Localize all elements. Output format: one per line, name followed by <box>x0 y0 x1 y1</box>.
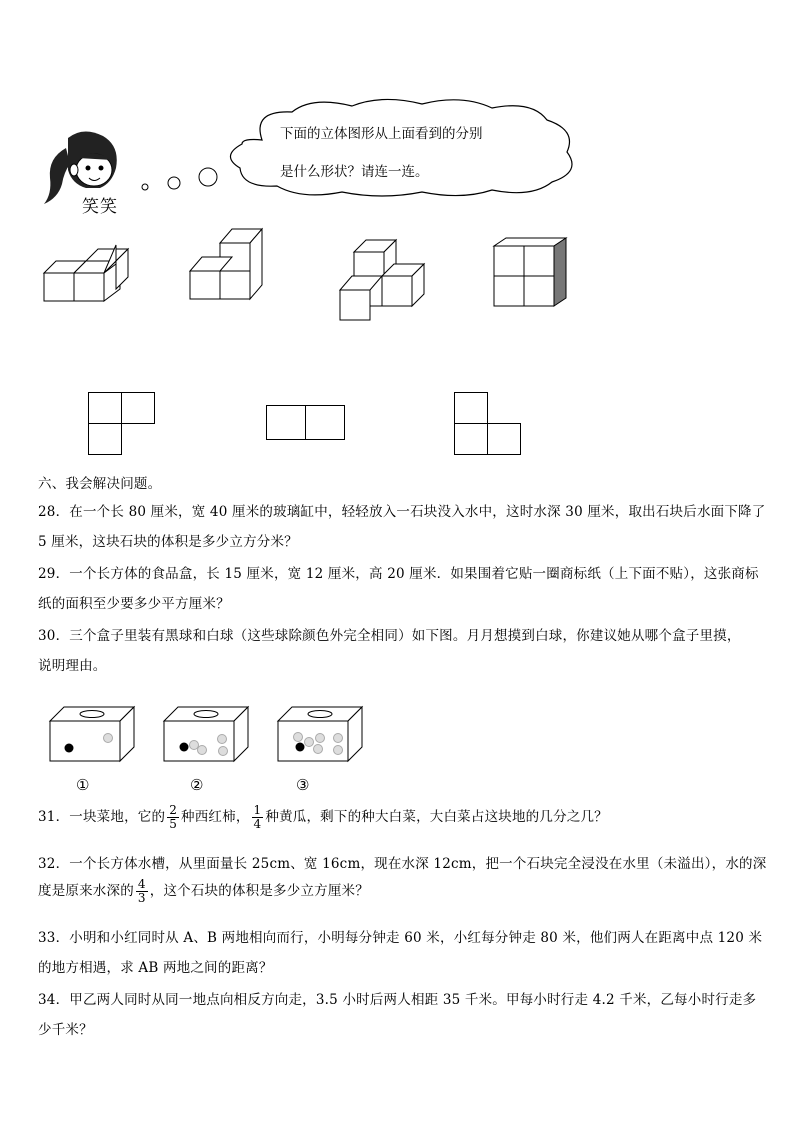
ball-box-3 <box>276 705 366 765</box>
q28-line2: 5 厘米，这块石块的体积是多少立方分米？ <box>38 534 298 550</box>
fraction-denominator: 5 <box>169 817 178 831</box>
ball-box-2 <box>162 705 252 765</box>
fraction-4-3 <box>136 878 148 905</box>
speech-cloud <box>222 100 582 198</box>
q32-post2: ，这个石块的体积是多少立方厘米？ <box>149 883 369 899</box>
fraction-denominator: 4 <box>253 817 262 831</box>
box-label-1: ① <box>76 776 90 794</box>
q34-line2: 少千米？ <box>38 1022 93 1038</box>
thought-bubbles <box>138 165 228 195</box>
cube-figure-2 <box>186 225 276 305</box>
q30-line2: 说明理由。 <box>38 658 107 674</box>
fraction-2-5 <box>167 804 179 831</box>
fraction-denominator: 3 <box>137 891 146 905</box>
ball-box-1 <box>48 705 138 765</box>
top-view-shape-2 <box>266 405 348 445</box>
q31-line <box>38 804 608 831</box>
fraction-numerator: 4 <box>137 877 146 891</box>
q32-pre2: 度是原来水深的 <box>38 883 134 899</box>
q31-mid: 种西红柿， <box>181 809 250 825</box>
cube-figure-4 <box>492 236 572 308</box>
fraction-numerator: 1 <box>253 803 262 817</box>
q29-line1: 29．一个长方体的食品盒，长 15 厘米，宽 12 厘米，高 20 厘米．如果围着它贴一圈商标纸（上下面不贴），这张商标 <box>38 566 759 582</box>
top-view-shape-1 <box>88 392 160 460</box>
box-label-2: ② <box>190 776 204 794</box>
q34-line1: 34．甲乙两人同时从同一地点向相反方向走，3.5 小时后两人相距 35 千米。甲每小时行走 4.2 千米，乙每小时行走多 <box>38 992 757 1008</box>
q31-post: 种黄瓜，剩下的种大白菜，大白菜占这块地的几分之几？ <box>265 809 608 825</box>
girl-label: 笑笑 <box>82 197 118 217</box>
cube-figure-1 <box>40 245 140 305</box>
cube-figure-3 <box>336 236 436 326</box>
fraction-numerator: 2 <box>169 803 178 817</box>
fraction-1-4 <box>252 804 264 831</box>
q28-line1: 28．在一个长 80 厘米，宽 40 厘米的玻璃缸中，轻轻放入一石块没入水中，这时水深 30 厘米，取出石块后水面下降了 <box>38 504 766 520</box>
q29-line2: 纸的面积至少要多少平方厘米？ <box>38 596 230 612</box>
q32-line1: 32．一个长方体水槽，从里面量长 25cm、宽 16cm，现在水深 12cm，把一个石块完全浸没在水里（未溢出），水的深 <box>38 856 767 872</box>
q33-line2: 的地方相遇，求 AB 两地之间的距离？ <box>38 960 273 976</box>
cloud-text-line2: 是什么形状？请连一连。 <box>280 164 429 180</box>
section-title: 六、我会解决问题。 <box>38 476 162 492</box>
q30-line1: 30．三个盒子里装有黑球和白球（这些球除颜色外完全相同）如下图。月月想摸到白球，你建议她从哪个盒子里摸， <box>38 628 741 644</box>
top-view-shape-3 <box>454 392 526 460</box>
cloud-text-line1: 下面的立体图形从上面看到的分别 <box>280 126 483 142</box>
q32-line2 <box>38 878 369 905</box>
box-label-3: ③ <box>296 776 310 794</box>
q33-line1: 33．小明和小红同时从 A、B 两地相向而行，小明每分钟走 60 米，小红每分钟走 80 米，他们两人在距离中点 120 米 <box>38 930 763 946</box>
q31-pre: 31．一块菜地，它的 <box>38 809 166 825</box>
